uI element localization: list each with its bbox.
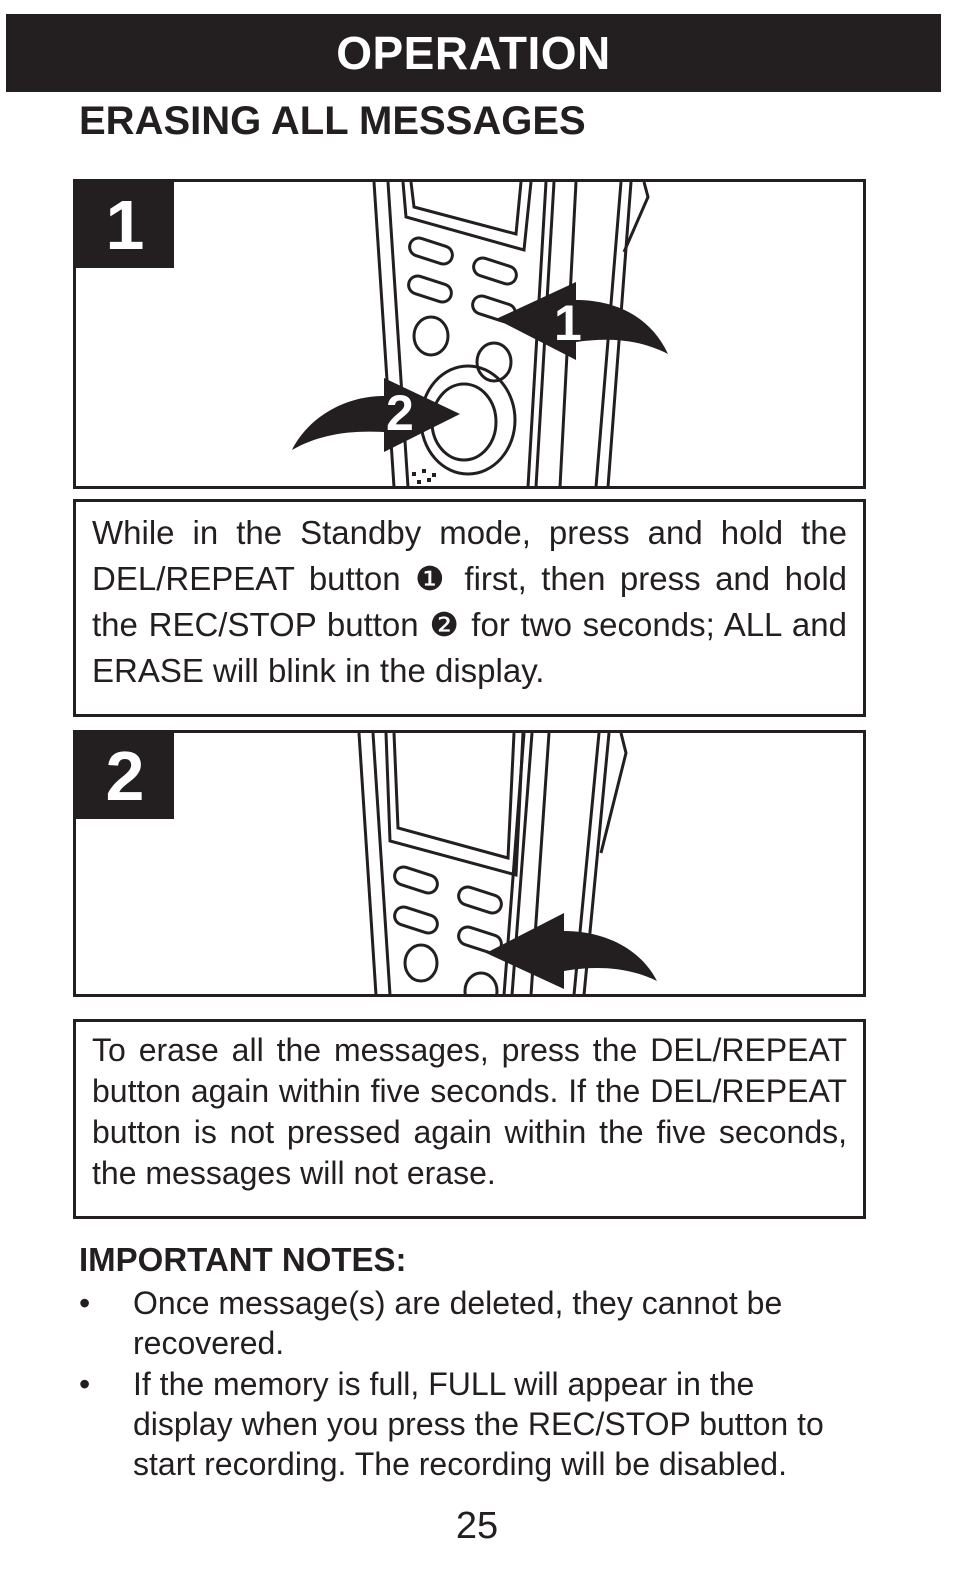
arrow-1-icon [496, 282, 668, 360]
step-1-instructions: While in the Standby mode, press and hold the DEL/REPEAT button ❶ first, then press and hold the REC/STOP button ❷ for two seconds; ALL and ERASE will blink in the display. [73, 499, 866, 717]
page-number: 25 [455, 1505, 499, 1547]
step-1-illustration [73, 179, 866, 489]
list-item [79, 1364, 859, 1484]
section-title: ERASING ALL MESSAGES [79, 99, 586, 143]
notes-list [79, 1283, 859, 1485]
header-title: OPERATION [336, 27, 611, 79]
step-2-instructions: To erase all the messages, press the DEL/REPEAT button again within five seconds. If the DEL/REPEAT button is not pressed again within the five seconds, the messages will not erase. [73, 1019, 866, 1219]
step-2-illustration [73, 730, 866, 997]
note-text: Once message(s) are deleted, they cannot be recovered. [133, 1285, 783, 1361]
page-header [6, 14, 941, 92]
step-number-2: 2 [76, 733, 174, 819]
notes-title: IMPORTANT NOTES: [79, 1241, 407, 1278]
step-number-1: 1 [76, 182, 174, 268]
bullet-icon: • [79, 1366, 91, 1402]
recorder-drawing-step-1 [76, 182, 866, 487]
arrow-icon [486, 913, 657, 989]
note-text: If the memory is full, FULL will appear in the display when you press the REC/STOP button to start recording. The recording will be disabled. [133, 1366, 824, 1482]
callout-2: 2 [386, 385, 414, 441]
recorder-drawing-step-2 [76, 733, 866, 995]
list-item [79, 1283, 859, 1363]
bullet-icon: • [79, 1285, 91, 1321]
callout-1: 1 [554, 295, 582, 351]
